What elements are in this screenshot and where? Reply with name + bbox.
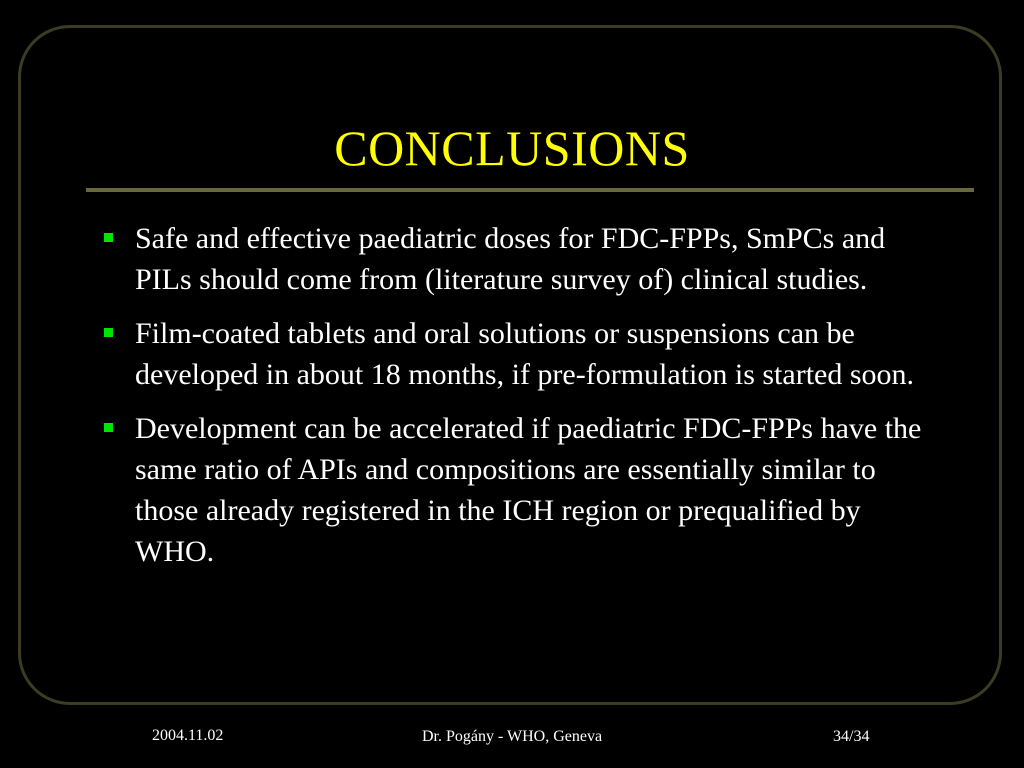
square-bullet-icon [104,423,113,432]
footer-page-number: 34/34 [833,728,870,745]
bullet-text: Film-coated tablets and oral solutions or suspensions can be developed in about 18 months, if pre-formulation is started soon. [135,317,915,391]
bullet-text: Development can be accelerated if paediatric FDC-FPPs have the same ratio of APIs and compositions are essentially similar to those already registered in the ICH region or prequalified by WHO. [135,412,922,568]
bullet-item [95,218,945,300]
bullet-text: Safe and effective paediatric doses for FDC-FPPs, SmPCs and PILs should come from (literature survey of) clinical studies. [135,222,886,296]
square-bullet-icon [104,233,113,242]
title-divider [86,188,974,192]
slide-title: CONCLUSIONS [334,120,690,176]
square-bullet-icon [104,328,113,337]
footer-date: 2004.11.02 [152,727,224,744]
bullet-item [95,313,945,395]
bullet-item [95,408,945,572]
conclusions-list [95,218,945,585]
footer-author: Dr. Pogány - WHO, Geneva [421,728,603,745]
